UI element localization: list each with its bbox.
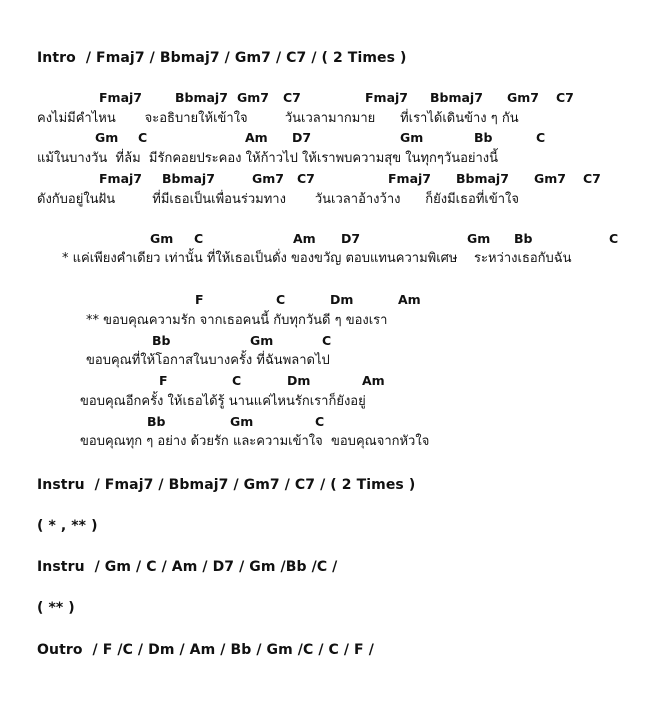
chord: D7 — [341, 231, 361, 246]
chord: D7 — [292, 130, 312, 145]
chord: Gm7 — [507, 90, 539, 105]
repeat-marker-2: ( ** ) — [37, 600, 75, 616]
instrumental-line-2: Instru / Gm / C / Am / D7 / Gm /Bb /C / — [37, 559, 338, 575]
chord: C — [609, 231, 619, 246]
chord: C7 — [297, 171, 315, 186]
chord: Bbmaj7 — [175, 90, 228, 105]
chorus-chord-row-4 — [0, 416, 670, 436]
chord: Bb — [514, 231, 533, 246]
chord: Gm7 — [252, 171, 284, 186]
intro-line: Intro / Fmaj7 / Bbmaj7 / Gm7 / C7 / ( 2 Times ) — [37, 50, 407, 66]
verse-lyric-3: ดังกับอยู่ในฝัน ที่มีเธอเป็นเพื่อนร่วมทาง วันเวลาอ้างว้าง ก็ยังมีเธอที่เข้าใจ — [37, 192, 520, 207]
chord: Gm — [400, 130, 424, 145]
verse-chord-row-3 — [0, 173, 670, 193]
chord: Fmaj7 — [99, 171, 142, 186]
chord: C — [322, 333, 332, 348]
chord: Am — [362, 373, 385, 388]
chorus-lyric-4: ขอบคุณทุก ๆ อย่าง ด้วยรัก และความเข้าใจ ขอบคุณจากหัวใจ — [80, 434, 430, 449]
repeat-marker-1: ( * , ** ) — [37, 518, 98, 534]
chord: C — [194, 231, 204, 246]
prechorus-lyric: * แค่เพียงคำเดียว เท่านั้น ที่ให้เธอเป็นดั่ง ของขวัญ ตอบแทนความพิเศษ ระหว่างเธอกับฉัน — [62, 251, 572, 266]
chord: Dm — [287, 373, 311, 388]
verse-chord-row-1 — [0, 92, 670, 112]
chorus-lyric-3: ขอบคุณอีกครั้ง ให้เธอได้รู้ นานแค่ไหนรักเราก็ยังอยู่ — [80, 394, 366, 409]
chord: Bb — [147, 414, 166, 429]
chord: C — [536, 130, 546, 145]
chord: F — [159, 373, 168, 388]
chord: Am — [398, 292, 421, 307]
chord: C7 — [583, 171, 601, 186]
chord: Bb — [152, 333, 171, 348]
verse-lyric-2: แม้ในบางวัน ที่ล้ม มีรักคอยประคอง ให้ก้าวไป ให้เราพบความสุข ในทุกๆวันอย่างนี้ — [37, 151, 499, 166]
chord: C — [315, 414, 325, 429]
chord: Bbmaj7 — [162, 171, 215, 186]
chord: Gm7 — [534, 171, 566, 186]
chord: Bbmaj7 — [430, 90, 483, 105]
chord: C — [138, 130, 148, 145]
chord: Gm — [95, 130, 119, 145]
chord: Gm — [150, 231, 174, 246]
chord: Am — [245, 130, 268, 145]
chorus-chord-row-3 — [0, 375, 670, 395]
chord: C7 — [283, 90, 301, 105]
prechorus-chord-row — [0, 233, 670, 253]
outro-line: Outro / F /C / Dm / Am / Bb / Gm /C / C / F / — [37, 642, 374, 658]
chord: Dm — [330, 292, 354, 307]
chord: Bbmaj7 — [456, 171, 509, 186]
verse-chord-row-2 — [0, 132, 670, 152]
chord: Fmaj7 — [388, 171, 431, 186]
chord: F — [195, 292, 204, 307]
chorus-lyric-1: ** ขอบคุณความรัก จากเธอคนนี้ กับทุกวันดี ๆ ของเรา — [86, 313, 388, 328]
chord: Gm — [467, 231, 491, 246]
chord: C — [232, 373, 242, 388]
chorus-lyric-2: ขอบคุณที่ให้โอกาสในบางครั้ง ที่ฉันพลาดไป — [86, 353, 330, 368]
chord: Am — [293, 231, 316, 246]
chord: C — [276, 292, 286, 307]
chord: Bb — [474, 130, 493, 145]
chorus-chord-row-1 — [0, 294, 670, 314]
verse-lyric-1: คงไม่มีคำไหน จะอธิบายให้เข้าใจ วันเวลามากมาย ที่เราได้เดินข้าง ๆ กัน — [37, 111, 519, 126]
chord: Gm7 — [237, 90, 269, 105]
chorus-chord-row-2 — [0, 335, 670, 355]
chord: Fmaj7 — [365, 90, 408, 105]
chord: C7 — [556, 90, 574, 105]
chord: Gm — [250, 333, 274, 348]
instrumental-line-1: Instru / Fmaj7 / Bbmaj7 / Gm7 / C7 / ( 2 Times ) — [37, 477, 416, 493]
chord: Gm — [230, 414, 254, 429]
chord: Fmaj7 — [99, 90, 142, 105]
